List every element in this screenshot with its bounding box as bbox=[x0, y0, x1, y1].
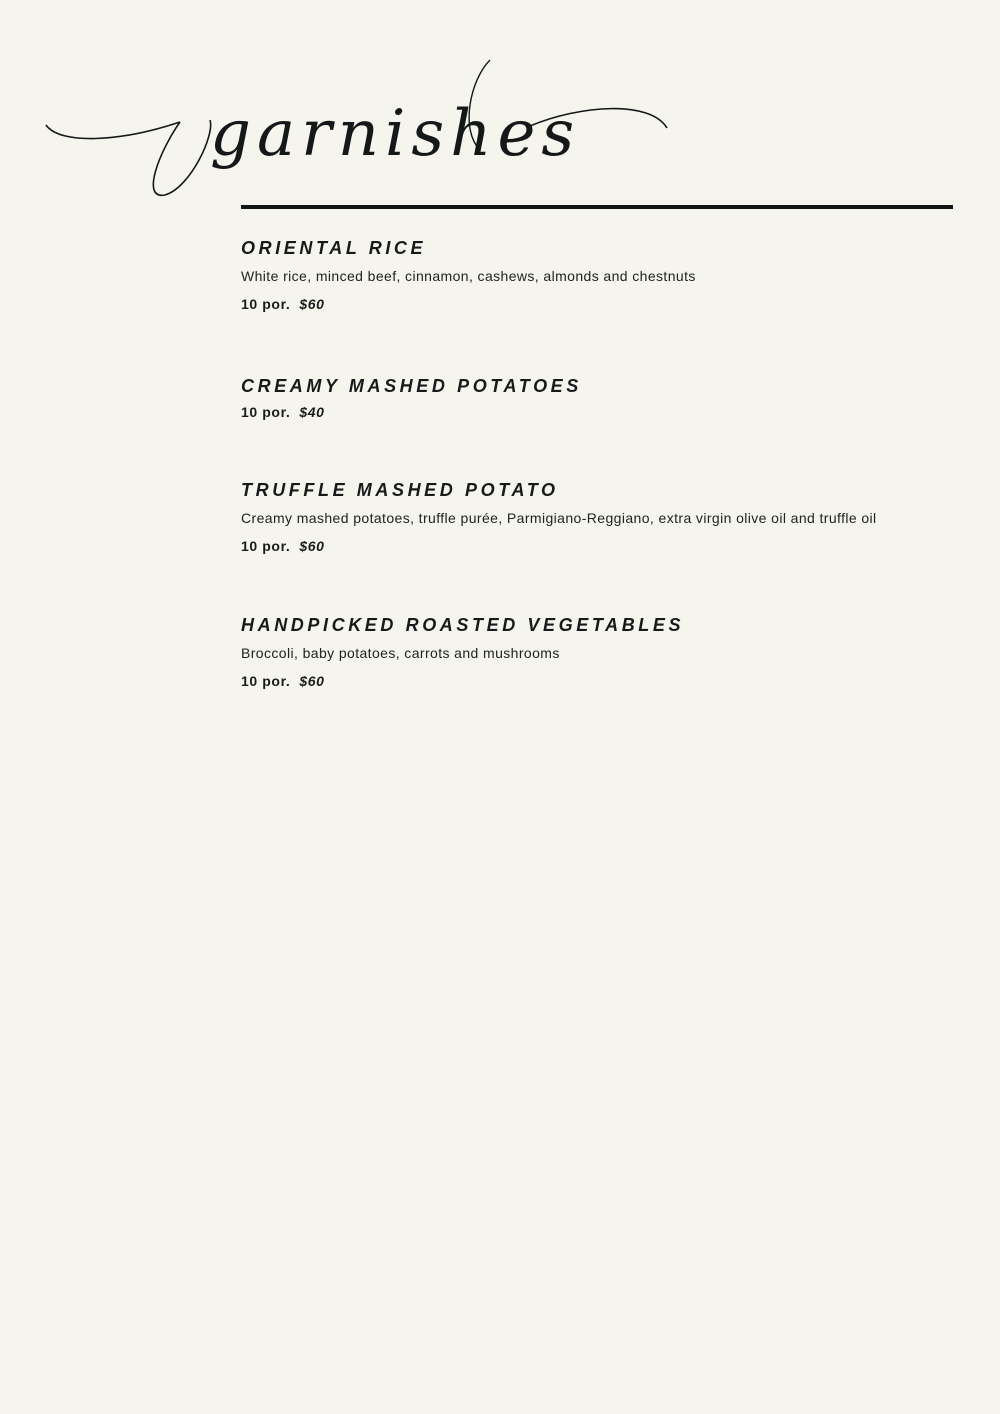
item-name: CREAMY MASHED POTATOES bbox=[241, 376, 582, 396]
menu-item bbox=[241, 374, 881, 422]
item-amount: $60 bbox=[299, 538, 325, 554]
item-description: Broccoli, baby potatoes, carrots and mushrooms bbox=[241, 645, 560, 661]
item-portion: 10 por. bbox=[241, 673, 291, 689]
page-title: garnishes bbox=[210, 97, 581, 171]
item-price bbox=[241, 536, 881, 556]
item-name: ORIENTAL RICE bbox=[241, 238, 427, 258]
menu-item bbox=[241, 613, 881, 691]
menu-list bbox=[241, 236, 881, 691]
item-price bbox=[241, 671, 881, 691]
item-amount: $60 bbox=[299, 673, 325, 689]
title-divider bbox=[241, 205, 953, 209]
item-portion: 10 por. bbox=[241, 296, 291, 312]
item-portion: 10 por. bbox=[241, 404, 291, 420]
item-portion: 10 por. bbox=[241, 538, 291, 554]
item-description: White rice, minced beef, cinnamon, cashews, almonds and chestnuts bbox=[241, 268, 696, 284]
item-name: TRUFFLE MASHED POTATO bbox=[241, 480, 559, 500]
item-amount: $40 bbox=[299, 404, 325, 420]
menu-item bbox=[241, 478, 881, 556]
item-price bbox=[241, 402, 881, 422]
item-name: HANDPICKED ROASTED VEGETABLES bbox=[241, 615, 685, 635]
item-price bbox=[241, 294, 881, 314]
menu-item bbox=[241, 236, 881, 314]
item-description: Creamy mashed potatoes, truffle purée, Parmigiano-Reggiano, extra virgin olive oil and truffle oil bbox=[241, 510, 877, 526]
page-title-block bbox=[40, 50, 680, 210]
item-amount: $60 bbox=[299, 296, 325, 312]
